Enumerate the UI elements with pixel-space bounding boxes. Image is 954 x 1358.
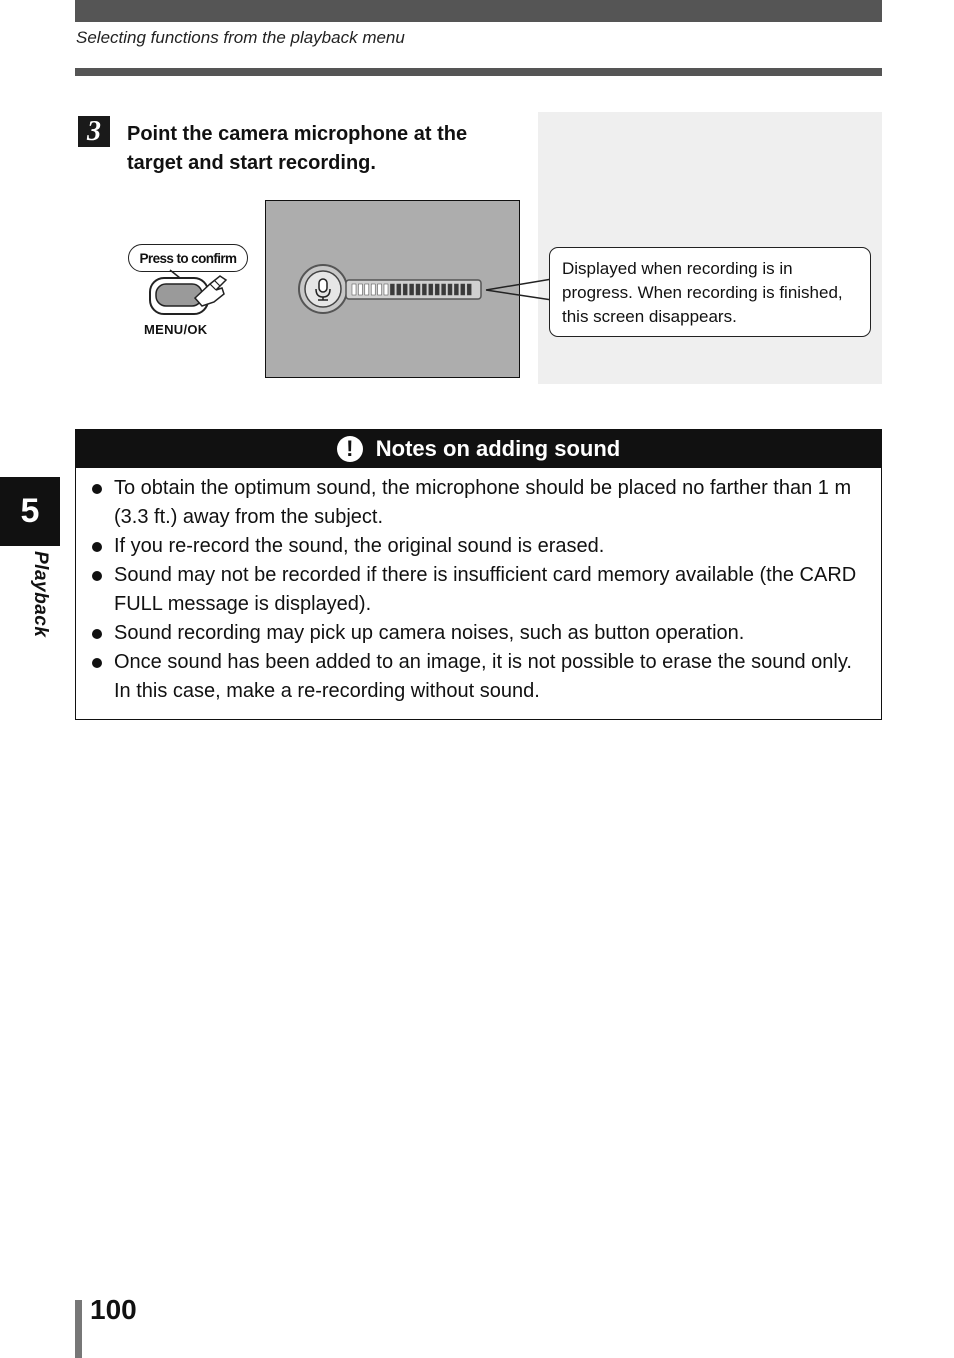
step-instruction: Point the camera microphone at the target and start recording. (127, 123, 468, 174)
microphone-icon (299, 265, 347, 313)
step-number-badge: 3 (78, 116, 110, 147)
section-title: Selecting functions from the playback menu (76, 28, 405, 47)
exclamation-icon: ! (337, 436, 363, 462)
bullet-icon (92, 484, 102, 494)
level-segment (435, 284, 439, 295)
menu-ok-label: MENU/OK (144, 322, 208, 337)
page-number-bar (75, 1300, 82, 1358)
level-segment (454, 284, 458, 295)
bullet-icon (92, 629, 102, 639)
level-segment (358, 284, 362, 295)
level-segment (467, 284, 471, 295)
bullet-icon (92, 658, 102, 668)
notes-list (90, 474, 860, 706)
bullet-icon (92, 571, 102, 581)
recording-callout: Displayed when recording is in progress. When recording is finished, this screen disappears. (549, 247, 871, 337)
level-segment (365, 284, 369, 295)
level-segment (371, 284, 375, 295)
level-segment (410, 284, 414, 295)
bullet-icon (92, 542, 102, 552)
level-segment (429, 284, 433, 295)
chapter-label: Playback (30, 551, 51, 638)
level-segment (416, 284, 420, 295)
level-segment (422, 284, 426, 295)
level-segment (390, 284, 394, 295)
level-segment (403, 284, 407, 295)
level-segment (448, 284, 452, 295)
header-rule (75, 68, 882, 76)
list-item: Sound recording may pick up camera noises, such as button operation. (90, 619, 860, 648)
level-segment (378, 284, 382, 295)
chapter-tab: 5 (0, 477, 60, 546)
list-item: Sound may not be recorded if there is insufficient card memory available (the CARD FULL message is displayed). (90, 561, 860, 619)
list-item: To obtain the optimum sound, the microphone should be placed no farther than 1 m (3.3 ft.) away from the subject. (90, 474, 860, 532)
list-item: Once sound has been added to an image, it is not possible to erase the sound only. In this case, make a re-recording without sound. (90, 648, 860, 706)
notes-box (75, 429, 882, 720)
camera-screen (265, 200, 520, 378)
header-top-bar (75, 0, 882, 22)
level-segment (397, 284, 401, 295)
level-segment (442, 284, 446, 295)
page-number: 100 (90, 1294, 137, 1325)
level-segment (461, 284, 465, 295)
notes-title: Notes on adding sound (375, 436, 621, 461)
press-to-confirm-bubble: Press to confirm (128, 244, 248, 272)
list-item: If you re-record the sound, the original sound is erased. (90, 532, 860, 561)
recording-level-meter (346, 280, 481, 299)
notes-header (76, 430, 881, 468)
level-segment (352, 284, 356, 295)
menu-ok-button-icon (140, 268, 240, 318)
level-segment (384, 284, 388, 295)
